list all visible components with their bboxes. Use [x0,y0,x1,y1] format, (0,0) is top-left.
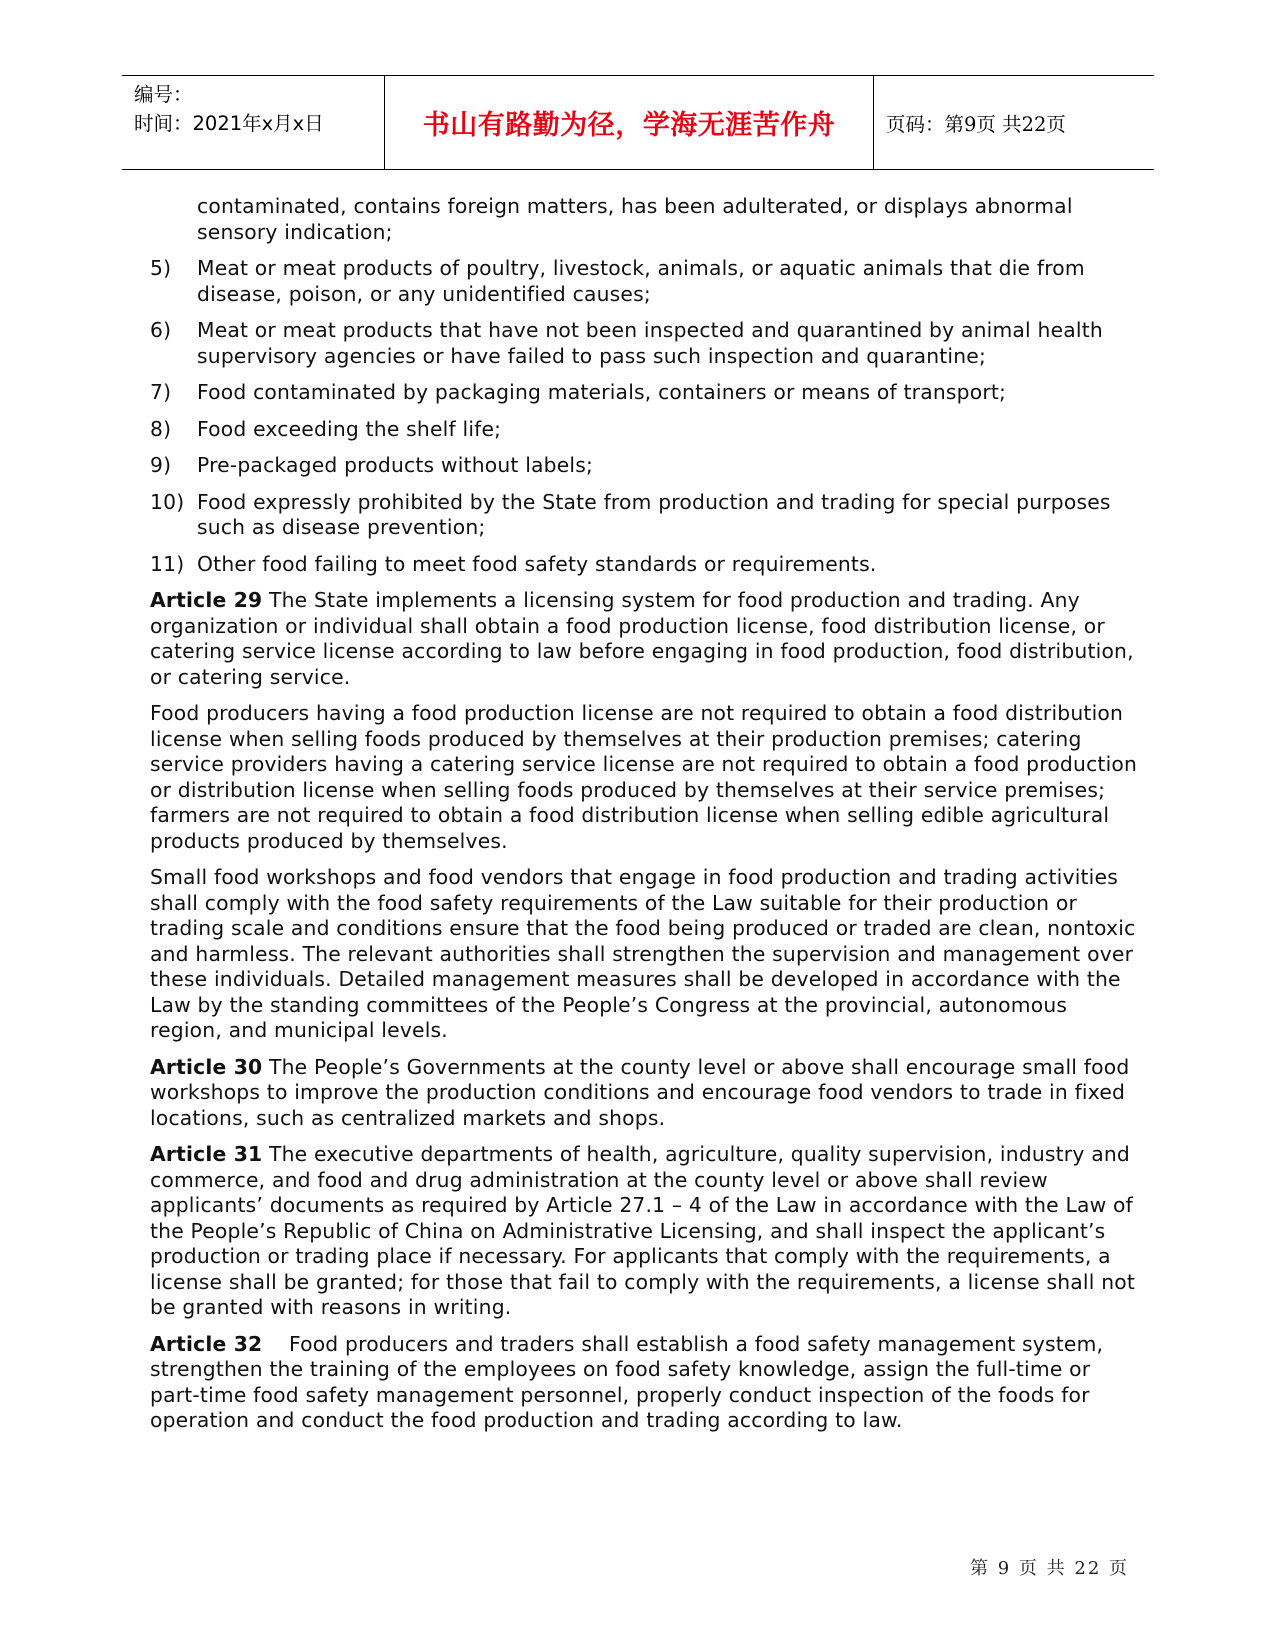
list-item-number: 9) [150,453,172,477]
list-item-text: Meat or meat products that have not been inspected and quarantined by animal health supervisory agencies or have failed to pass such inspection and quarantine; [197,318,1103,368]
list-item-number: 11) [150,551,185,576]
list-item-number: 8) [150,416,172,441]
article-29-paragraph [150,588,1140,690]
list-item [150,490,1140,541]
serial-number-label: 编号： [134,83,193,106]
article-31-text: The executive departments of health, agriculture, quality supervision, industry and commerce, and food and drug administration at the county level or above shall review applicants’ documents as required by Article 27.1 – 4 of the Law in accordance with the Law of the People’s Republic of China on Administrative Licensing, and shall inspect the applicant’s production or trading place if necessary. For applicants that comply with the requirements, a license shall be granted; for those that fail to comply with the requirements, a license shall not be granted with reasons in writing. [150,1142,1136,1319]
list-item-text: Meat or meat products of poultry, livestock, animals, or aquatic animals that die from disease, poison, or any unidentified causes; [197,256,1085,306]
list-item [150,380,1140,406]
article-32-text: Food producers and traders shall establish a food safety management system, strengthen the training of the employees on food safety knowledge, assign the full-time or part-time food safety management personnel, properly conduct inspection of the foods for operation and conduct the food production and trading according to law. [150,1331,1110,1432]
article-32-heading: Article 32 [150,1331,263,1356]
list-item [150,417,1140,443]
header-motto: 书山有路勤为径，学海无涯苦作舟 [422,110,836,141]
article-31-paragraph [150,1142,1140,1321]
list-item-number: 10) [150,489,185,514]
list-item-number: 7) [150,380,172,404]
article-32-paragraph [150,1332,1140,1434]
article-30-heading: Article 30 [150,1054,263,1079]
article-29-text: The State implements a licensing system for food production and trading. Any organization or individual shall obtain a food production license, food distribution license, or catering service license according to law before engaging in food production, food distribution, or catering service. [150,588,1134,689]
article-30-text: The People’s Governments at the county level or above shall encourage small food workshops to improve the production conditions and encourage food vendors to trade in fixed locations, such as centralized markets and shops. [150,1054,1130,1130]
list-item-text: Other food failing to meet food safety standards or requirements. [197,551,877,576]
list-item-continuation: contaminated, contains foreign matters, has been adulterated, or displays abnormal sensory indication; [197,194,1073,244]
list-item-text: Food exceeding the shelf life; [197,416,502,441]
header-page-info: 页码：第9页 共22页 [886,112,1066,136]
list-item-number: 6) [150,318,172,342]
small-workshops-paragraph: Small food workshops and food vendors that engage in food production and trading activities shall comply with the food safety requirements of the Law suitable for their production or trading scale and conditions ensure that the food being produced or traded are clean, nontoxic and harmless. The relevant authorities shall strengthen the supervision and management over these individuals. Detailed management measures shall be developed in accordance with the Law by the standing committees of the People’s Congress at the provincial, autonomous region, and municipal levels. [150,865,1136,1042]
page-footer: 第 9 页 共 22 页 [970,1558,1129,1579]
list-item-text: Pre-packaged products without labels; [197,453,594,477]
list-item-text: Food contaminated by packaging materials, containers or means of transport; [197,380,1007,404]
list-item-number: 5) [150,256,172,280]
page-header [122,75,1154,170]
list-item [150,453,1140,479]
header-motto-cell [384,76,874,169]
document-body [150,194,1140,1445]
list-item [150,256,1140,307]
list-item-text: Food expressly prohibited by the State from production and trading for special purposes such as disease prevention; [197,489,1111,539]
header-meta [122,76,384,169]
list-item [150,318,1140,369]
licensing-exemption-paragraph: Food producers having a food production license are not required to obtain a food distribution license when selling foods produced by themselves at their production premises; catering service providers having a catering service license are not required to obtain a food production or distribution license when selling foods produced by themselves at their service premises; farmers are not required to obtain a food distribution license when selling edible agricultural products produced by themselves. [150,701,1138,853]
article-29-heading: Article 29 [150,588,263,612]
list-item [150,552,1140,578]
article-30-paragraph [150,1055,1140,1132]
time-label: 时间：2021年x月x日 [134,112,324,135]
article-31-heading: Article 31 [150,1142,263,1166]
